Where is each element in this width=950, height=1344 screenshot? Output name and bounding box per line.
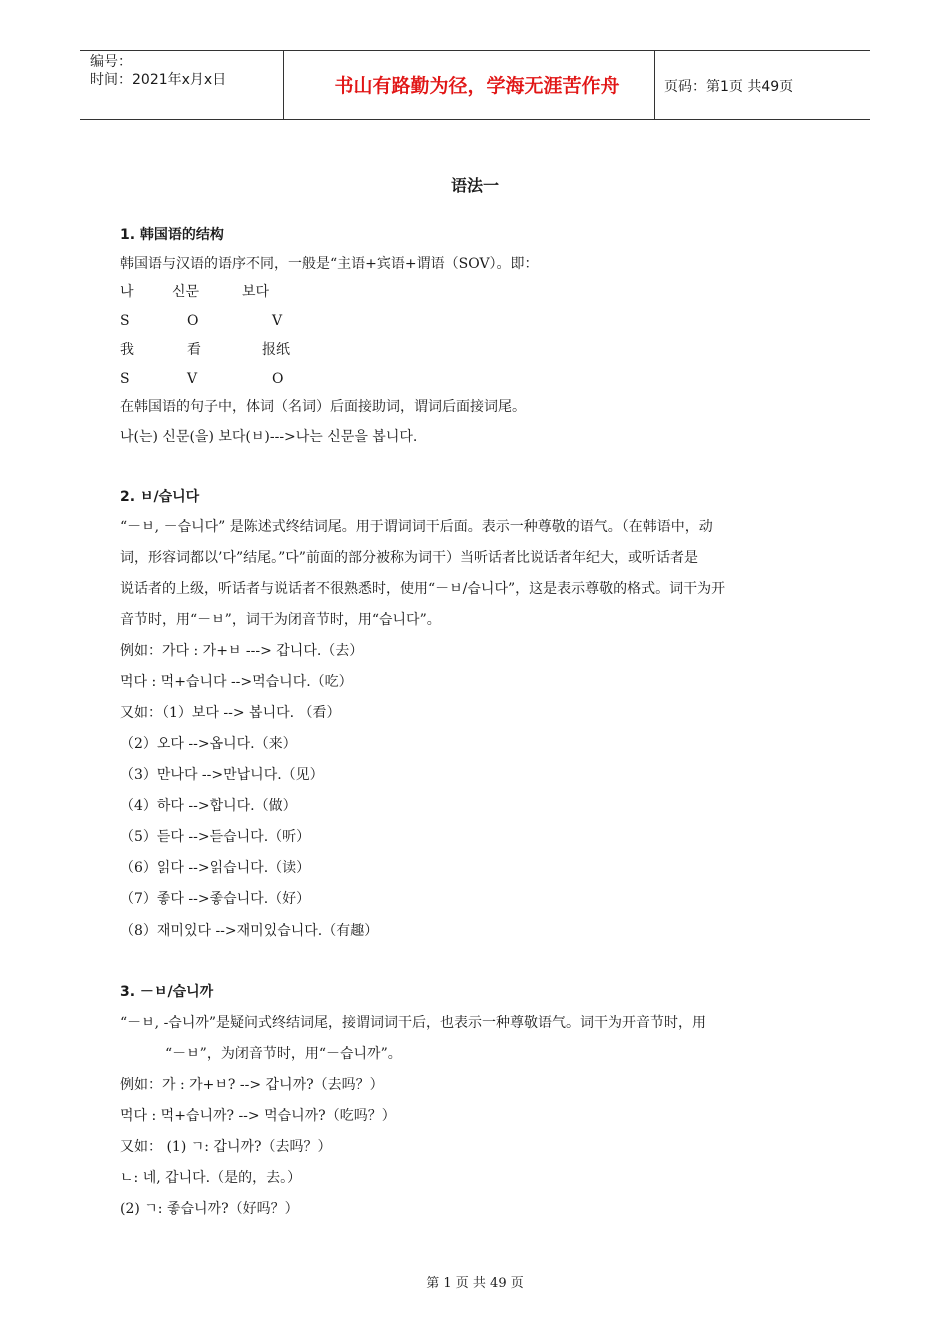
number-label: 编号： bbox=[90, 54, 132, 70]
example-line: 먹다 : 먹+습니까? --> 먹습니까?（吃吗？） bbox=[120, 1108, 396, 1124]
chinese-word: 看 bbox=[187, 342, 201, 358]
page-footer: 第 1 页 共 49 页 bbox=[426, 1276, 524, 1291]
example-line: 먹다 : 먹+습니다 -->먹습니다.（吃） bbox=[120, 674, 353, 690]
example-line: 又如：（1）보다 --> 봅니다. （看） bbox=[120, 705, 341, 721]
sov-label: S bbox=[120, 371, 130, 387]
page-header bbox=[80, 50, 870, 120]
sov-label: O bbox=[272, 371, 284, 387]
header-divider bbox=[654, 51, 655, 119]
section-1-heading: 1. 韩国语的结构 bbox=[120, 227, 224, 243]
chinese-word: 报纸 bbox=[262, 342, 290, 358]
sov-label: V bbox=[187, 371, 198, 387]
section-2-heading: 2. ㅂ/습니다 bbox=[120, 489, 200, 505]
chinese-word: 我 bbox=[120, 342, 134, 358]
paragraph-line: “－ㅂ”，为闭音节时，用“－습니까”。 bbox=[165, 1046, 402, 1062]
paragraph-line: 词，形容词都以’다”结尾。”다”前面的部分被称为词干）当听话者比说话者年纪大，或听话者是 bbox=[120, 550, 698, 566]
list-item: （2）오다 -->옵니다.（来） bbox=[120, 736, 297, 752]
example-line: 例如：가다 : 가+ㅂ ---> 갑니다.（去） bbox=[120, 643, 364, 659]
example-line: 例如：가 : 가+ㅂ? --> 갑니까?（去吗？） bbox=[120, 1077, 384, 1093]
korean-word: 보다 bbox=[242, 284, 270, 300]
header-divider bbox=[283, 51, 284, 119]
paragraph-line: “－ㅂ, －습니다” 是陈述式终结词尾。用于谓词词干后面。表示一种尊敬的语气。（在韩语中，动 bbox=[120, 519, 713, 535]
date-label: 时间：2021年x月x日 bbox=[90, 72, 227, 88]
example-line: (2) ㄱ: 좋습니까?（好吗？） bbox=[120, 1201, 299, 1217]
header-motto: 书山有路勤为径，学海无涯苦作舟 bbox=[334, 75, 620, 97]
example-line: ㄴ: 네, 갑니다.（是的，去。） bbox=[120, 1170, 302, 1186]
header-meta bbox=[90, 53, 226, 89]
korean-word: 신문 bbox=[172, 284, 200, 300]
example-line: 又如： (1) ㄱ: 갑니까?（去吗？） bbox=[120, 1139, 332, 1155]
sov-label: V bbox=[272, 313, 283, 329]
header-page-info: 页码：第1页 共49页 bbox=[664, 79, 794, 95]
list-item: （5）듣다 -->듣습니다.（听） bbox=[120, 829, 311, 845]
list-item: （3）만나다 -->만납니다.（见） bbox=[120, 767, 324, 783]
section-1-intro: 韩国语与汉语的语序不同，一般是“主语+宾语+谓语（SOV）。即： bbox=[120, 256, 539, 272]
paragraph-line: 说话者的上级，听话者与说话者不很熟悉时，使用“－ㅂ/습니다”，这是表示尊敬的格式。词干为开 bbox=[120, 581, 726, 597]
section-3-heading: 3. －ㅂ/습니까 bbox=[120, 984, 214, 1000]
page-title: 语法一 bbox=[450, 176, 499, 195]
sov-label: S bbox=[120, 313, 130, 329]
korean-word: 나 bbox=[120, 284, 134, 300]
paragraph-line: 音节时，用“－ㅂ”，词干为闭音节时，用“습니다”。 bbox=[120, 612, 441, 628]
list-item: （8）재미있다 -->재미있습니다.（有趣） bbox=[120, 923, 379, 939]
section-1-note: 在韩国语的句子中，体词（名词）后面接助词，谓词后面接词尾。 bbox=[120, 399, 526, 415]
section-1-example: 나(는) 신문(을) 보다(ㅂ)--->나는 신문을 봅니다. bbox=[120, 429, 418, 445]
paragraph-line: “－ㅂ, -습니까”是疑问式终结词尾，接谓词词干后，也表示一种尊敬语气。词干为开音节时，用 bbox=[120, 1015, 707, 1031]
list-item: （6）읽다 -->읽습니다.（读） bbox=[120, 860, 311, 876]
sov-label: O bbox=[187, 313, 199, 329]
list-item: （4）하다 -->합니다.（做） bbox=[120, 798, 297, 814]
list-item: （7）좋다 -->좋습니다.（好） bbox=[120, 891, 311, 907]
